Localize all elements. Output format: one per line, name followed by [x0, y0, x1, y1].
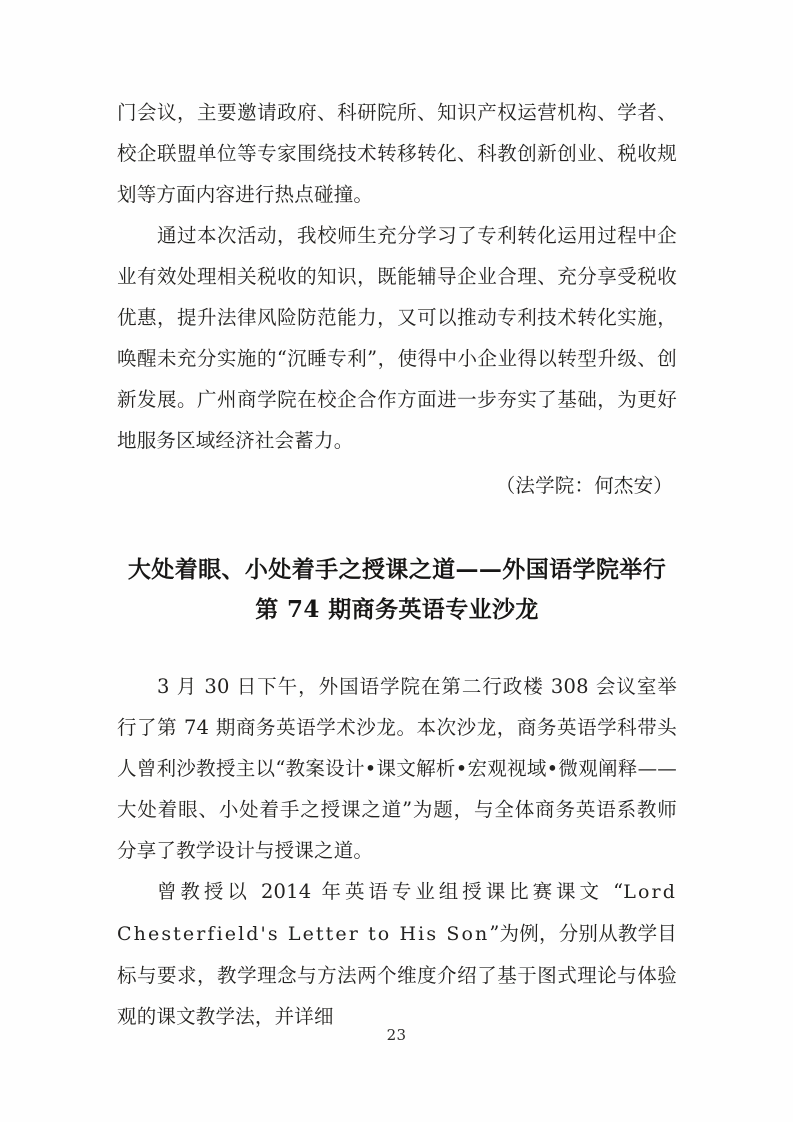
article-one-paragraph-2: 通过本次活动，我校师生充分学习了专利转化运用过程中企业有效处理相关税收的知识，既能辅导企业合理、充分享受税收优惠，提升法律风险防范能力，又可以推动专利技术转化实施，唤醒未充分实施的“沉睡专利”，使得中小企业得以转型升级、创新发展。广州商学院在校企合作方面进一步夯实了基础，为更好地服务区域经济社会蓄力。: [117, 224, 677, 452]
article-two-heading: [117, 550, 677, 630]
page-content: [117, 92, 677, 1037]
article-two-heading-line-1: 大处着眼、小处着手之授课之道——外国语学院举行: [127, 556, 667, 583]
page-number: 23: [386, 1026, 407, 1044]
article-one-attribution: （法学院：何杰安）: [495, 474, 673, 497]
article-two-paragraph-1: 3 月 30 日下午，外国语学院在第二行政楼 308 会议室举行了第 74 期商务英语学术沙龙。本次沙龙，商务英语学科带头人曾利沙教授主以“教案设计•课文解析•宏观视域•微观阐释——大处着眼、小处着手之授课之道”为题，与全体商务英语系教师分享了教学设计与授课之道。: [117, 675, 677, 862]
article-two-paragraph-2: [117, 871, 677, 1037]
article-two-heading-line-2: 第 74 期商务英语专业沙龙: [255, 596, 539, 623]
article-one-paragraph-1: 门会议，主要邀请政府、科研院所、知识产权运营机构、学者、校企联盟单位等专家围绕技术转移转化、科教创新创业、税收规划等方面内容进行热点碰撞。: [117, 101, 677, 206]
article-two-paragraph-2-tail: ”为例，分别从教学目标与要求，教学理念与方法两个维度介绍了基于图式理论与体验观的课文教学法，并详细: [117, 922, 677, 1028]
spacer-after-heading: [117, 630, 677, 666]
article-two-cited-title: Lord Chesterfield's Letter to His Son: [117, 881, 677, 945]
spacer-before-heading: [117, 506, 677, 550]
article-two-paragraph-2-lead: 曾教授以 2014 年英语专业组授课比赛课文 “: [156, 880, 624, 903]
